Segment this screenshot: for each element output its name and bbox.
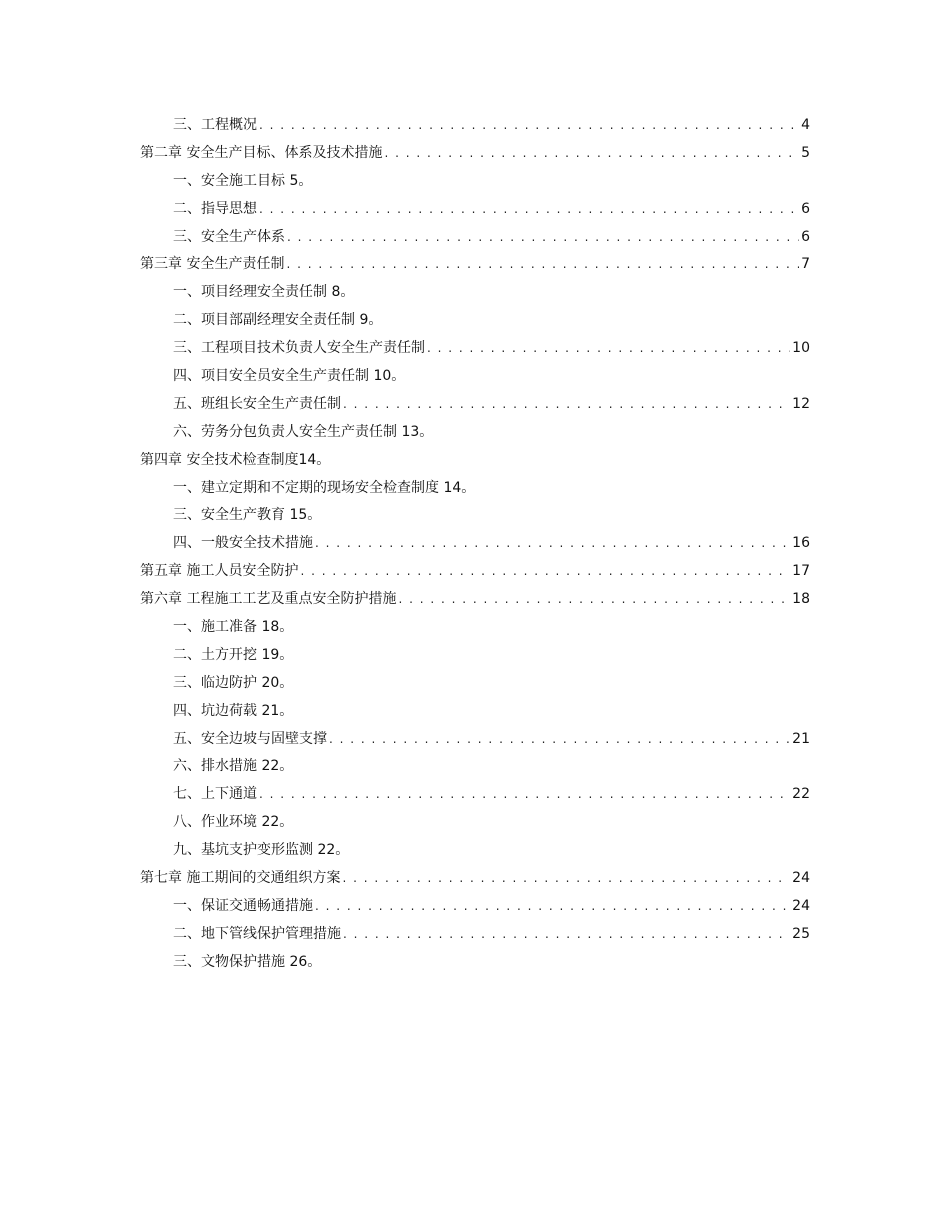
toc-entry-title: 二、指导思想 — [173, 200, 257, 217]
toc-entry-title: 第五章 施工人员安全防护 — [140, 563, 299, 580]
toc-section-entry[interactable] — [140, 700, 810, 728]
toc-page-number: 25 — [792, 925, 810, 942]
toc-section-entry[interactable] — [140, 839, 810, 867]
table-of-contents — [140, 114, 810, 979]
toc-entry-title: 第四章 安全技术检查制度14。 — [140, 451, 331, 468]
toc-section-entry[interactable] — [140, 532, 810, 560]
toc-page-number: 7 — [801, 256, 810, 273]
toc-section-entry[interactable] — [140, 616, 810, 644]
toc-dot-leader — [300, 564, 790, 578]
toc-entry-title: 八、作业环境 22。 — [173, 814, 294, 831]
toc-dot-leader — [329, 732, 790, 746]
toc-section-entry[interactable] — [140, 337, 810, 365]
toc-chapter-entry[interactable] — [140, 560, 810, 588]
toc-entry-title: 二、项目部副经理安全责任制 9。 — [173, 312, 383, 329]
toc-page-number: 17 — [792, 563, 810, 580]
toc-section-entry[interactable] — [140, 811, 810, 839]
toc-dot-leader — [259, 118, 799, 132]
toc-page-number: 22 — [792, 786, 810, 803]
toc-dot-leader — [315, 536, 790, 550]
toc-section-entry[interactable] — [140, 644, 810, 672]
toc-dot-leader — [343, 397, 790, 411]
toc-dot-leader — [259, 787, 790, 801]
toc-entry-title: 三、工程项目技术负责人安全生产责任制 — [173, 340, 425, 357]
toc-entry-title: 第二章 安全生产目标、体系及技术措施 — [140, 144, 383, 161]
toc-section-entry[interactable] — [140, 198, 810, 226]
toc-section-entry[interactable] — [140, 477, 810, 505]
toc-entry-title: 二、土方开挖 19。 — [173, 646, 294, 663]
toc-dot-leader — [384, 146, 799, 160]
toc-section-entry[interactable] — [140, 226, 810, 254]
toc-page-number: 6 — [801, 200, 810, 217]
toc-chapter-entry[interactable] — [140, 142, 810, 170]
toc-section-entry[interactable] — [140, 504, 810, 532]
toc-dot-leader — [259, 202, 799, 216]
toc-entry-title: 四、项目安全员安全生产责任制 10。 — [173, 368, 406, 385]
toc-entry-title: 五、班组长安全生产责任制 — [173, 395, 341, 412]
toc-chapter-entry[interactable] — [140, 449, 810, 477]
toc-dot-leader — [287, 230, 799, 244]
toc-entry-title: 一、项目经理安全责任制 8。 — [173, 284, 355, 301]
toc-chapter-entry[interactable] — [140, 867, 810, 895]
toc-page-number: 21 — [792, 730, 810, 747]
toc-entry-title: 九、基坑支护变形监测 22。 — [173, 842, 350, 859]
toc-entry-title: 一、建立定期和不定期的现场安全检查制度 14。 — [173, 479, 476, 496]
toc-chapter-entry[interactable] — [140, 253, 810, 281]
toc-section-entry[interactable] — [140, 923, 810, 951]
toc-entry-title: 四、一般安全技术措施 — [173, 535, 313, 552]
toc-page-number: 12 — [792, 395, 810, 412]
toc-dot-leader — [398, 592, 790, 606]
toc-entry-title: 一、施工准备 18。 — [173, 619, 294, 636]
toc-entry-title: 一、安全施工目标 5。 — [173, 172, 313, 189]
toc-entry-title: 三、文物保护措施 26。 — [173, 953, 322, 970]
toc-entry-title: 第七章 施工期间的交通组织方案 — [140, 870, 341, 887]
toc-section-entry[interactable] — [140, 755, 810, 783]
toc-section-entry[interactable] — [140, 309, 810, 337]
toc-entry-title: 第六章 工程施工工艺及重点安全防护措施 — [140, 591, 397, 608]
toc-page-number: 6 — [801, 228, 810, 245]
toc-page-number: 24 — [792, 897, 810, 914]
toc-section-entry[interactable] — [140, 895, 810, 923]
toc-entry-title: 三、临边防护 20。 — [173, 674, 294, 691]
toc-entry-title: 五、安全边坡与固壁支撑 — [173, 730, 327, 747]
toc-entry-title: 七、上下通道 — [173, 786, 257, 803]
toc-chapter-entry[interactable] — [140, 588, 810, 616]
toc-dot-leader — [343, 927, 790, 941]
toc-section-entry[interactable] — [140, 393, 810, 421]
toc-entry-title: 第三章 安全生产责任制 — [140, 256, 285, 273]
toc-page-number: 10 — [792, 340, 810, 357]
toc-entry-title: 三、工程概况 — [173, 117, 257, 133]
toc-entry-title: 六、劳务分包负责人安全生产责任制 13。 — [173, 423, 434, 440]
toc-section-entry[interactable] — [140, 114, 810, 142]
toc-section-entry[interactable] — [140, 281, 810, 309]
toc-page-number: 5 — [801, 144, 810, 161]
toc-entry-title: 三、安全生产教育 15。 — [173, 507, 322, 524]
toc-section-entry[interactable] — [140, 421, 810, 449]
toc-page-number: 24 — [792, 870, 810, 887]
toc-section-entry[interactable] — [140, 728, 810, 756]
toc-entry-title: 三、安全生产体系 — [173, 228, 285, 245]
toc-section-entry[interactable] — [140, 365, 810, 393]
toc-section-entry[interactable] — [140, 672, 810, 700]
toc-entry-title: 二、地下管线保护管理措施 — [173, 925, 341, 942]
toc-page-number: 16 — [792, 535, 810, 552]
toc-page-number: 4 — [801, 117, 810, 133]
toc-section-entry[interactable] — [140, 170, 810, 198]
toc-dot-leader — [286, 257, 799, 271]
toc-dot-leader — [342, 871, 790, 885]
toc-section-entry[interactable] — [140, 783, 810, 811]
toc-entry-title: 四、坑边荷载 21。 — [173, 702, 294, 719]
toc-entry-title: 一、保证交通畅通措施 — [173, 897, 313, 914]
toc-section-entry[interactable] — [140, 951, 810, 979]
toc-entry-title: 六、排水措施 22。 — [173, 758, 294, 775]
toc-dot-leader — [315, 899, 790, 913]
toc-dot-leader — [427, 341, 790, 355]
toc-page-number: 18 — [792, 591, 810, 608]
